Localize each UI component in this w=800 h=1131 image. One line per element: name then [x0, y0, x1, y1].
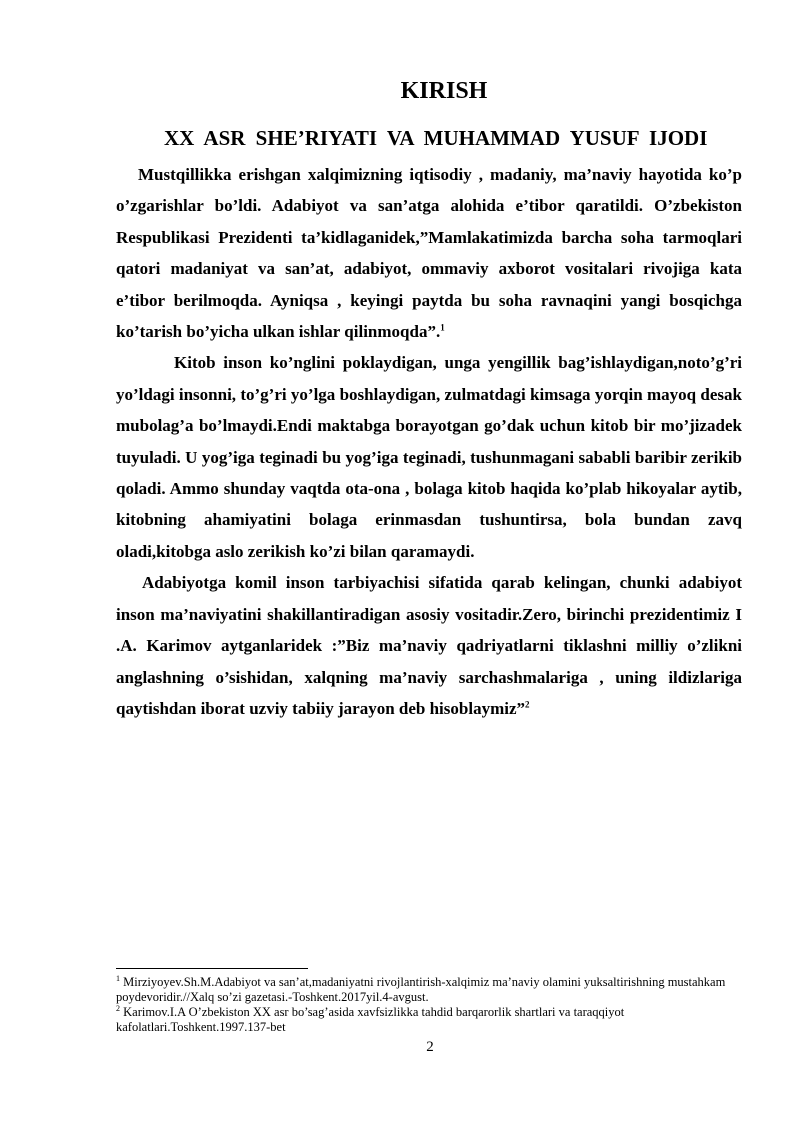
- footnote-1-text: Mirziyoyev.Sh.M.Adabiyot va san’at,madaniyatni rivojlantirish-xalqimiz ma’naviy olamini yuksaltirishning mustahkam poydevoridir.//Xalq so’zi gazetasi.-Toshkent.2017yil.4-avgust.: [116, 975, 726, 1004]
- paragraph-2-text: Kitob inson ko’nglini poklaydigan, unga yengillik bag’ishlaydigan,noto’g’ri yo’ldagi insonni, to’g’ri yo’lga boshlaydigan, zulmatdagi kimsaga yorqin mayoq desak mubolag’a bo’lmaydi.Endi maktabga borayotgan go’dak uchun kitob bir mo’jizadek tuyuladi. U yog’iga teginadi bu yog’iga teginadi, tushunmagani sababli baribir zerikib qoladi. Ammo shunday vaqtda ota-ona , bolaga kitob haqida ko’plab hikoyalar aytib, kitobning ahamiyatini bolaga erinmasdan tushuntirsa, bola bundan zavq oladi,kitobga aslo zerikish ko’zi bilan qaramaydi.: [116, 353, 742, 561]
- footnotes: [116, 975, 742, 1035]
- footnote-2-text: Karimov.I.A O’zbekiston XX asr bo’sag’asida xavfsizlikka tahdid barqarorlik shartlari va taraqqiyot kafolatlari.Toshkent.1997.137-bet: [116, 1005, 625, 1034]
- footnote-separator: [116, 968, 308, 969]
- page-title: KIRISH: [400, 78, 488, 104]
- footnote-ref-1[interactable]: 1: [440, 322, 445, 333]
- paragraph-1-text: Mustqillikka erishgan xalqimizning iqtisodiy , madaniy, ma’naviy hayotida ko’p o’zgarishlar bo’ldi. Adabiyot va san’atga alohida e’tibor qaratildi. O’zbekiston Respublikasi Prezidenti ta’kidlaganidek,”Mamlakatimizda barcha soha tarmoqlari qatori madaniyat va san’at, adabiyot, ommaviy axborot vositalari rivojiga kata e’tibor berilmoqda. Ayniqsa , keyingi paytda bu soha ravnaqini yangi bosqichga ko’tarish bo’yicha ulkan ishlar qilinmoqda”.: [116, 165, 742, 342]
- paragraph-3-text: Adabiyotga komil inson tarbiyachisi sifatida qarab kelingan, chunki adabiyot inson ma’naviyatini shakillantiradigan asosiy vositadir.Zero, birinchi prezidentimiz I .A. Karimov aytganlaridek :”Biz ma’naviy qadriyatlarni tiklashni milliy o’zlikni anglashning o’sishidan, xalqning ma’naviy sarchashmalariga , uning ildizlariga qaytishdan iborat uzviy tabiiy jarayon deb hisoblaymiz”: [116, 573, 742, 718]
- paragraph-2: [116, 347, 742, 567]
- page-number: 2: [426, 1039, 434, 1055]
- footnote-1: [116, 975, 742, 1005]
- paragraph-1: [116, 159, 742, 347]
- footnote-1-mark: 1: [116, 973, 120, 983]
- footnote-ref-2[interactable]: 2: [525, 699, 530, 710]
- footnote-2: [116, 1005, 742, 1035]
- document-page: [116, 78, 742, 724]
- paragraph-3: [116, 567, 742, 724]
- section-subtitle: XX ASR SHE’RIYATI VA MUHAMMAD YUSUF IJODI: [164, 126, 708, 150]
- footnote-2-mark: 2: [116, 1003, 120, 1013]
